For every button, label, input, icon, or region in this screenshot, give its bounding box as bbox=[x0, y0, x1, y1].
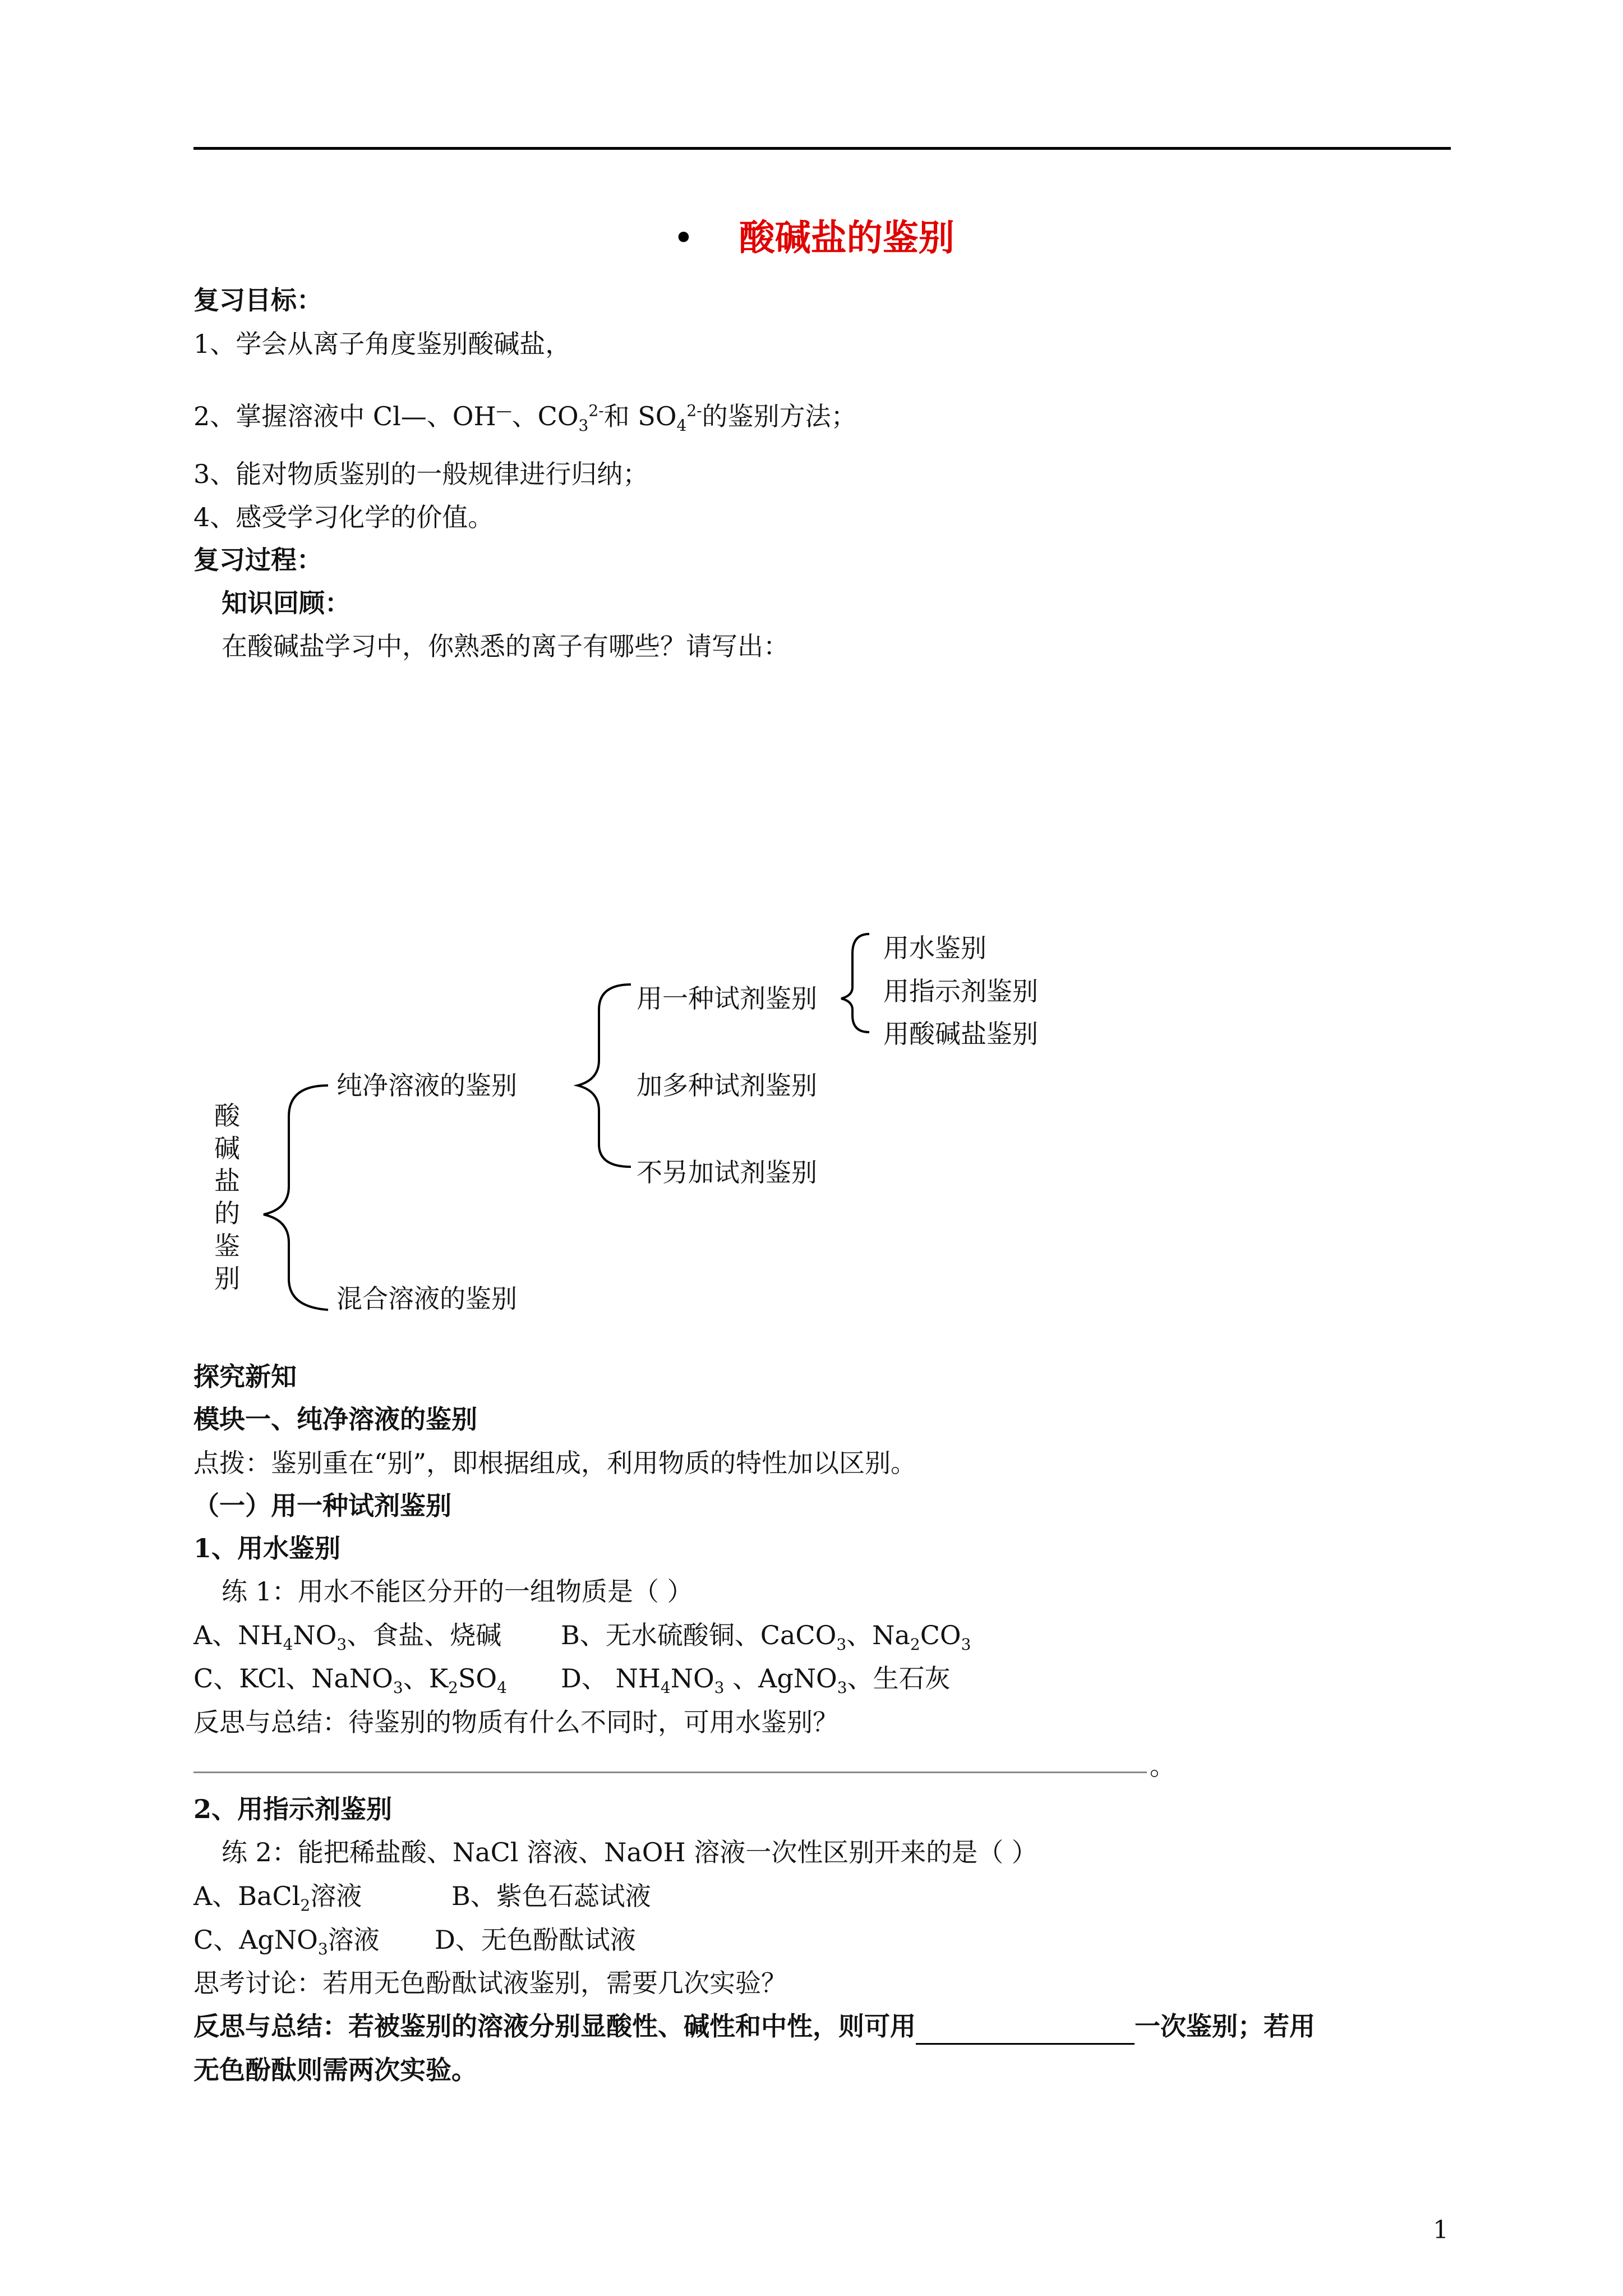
reflect2-line2: 无色酚酞则需两次实验。 bbox=[193, 2055, 477, 2085]
goal-item-2: 2、掌握溶液中 Cl—、OH—、$CO_3^{2-}$和 $SO_4^{2-}$的鉴别方法； bbox=[193, 401, 857, 435]
sub2-heading: 2、用指示剂鉴别 bbox=[193, 1794, 393, 1824]
diagram-water: 用水鉴别 bbox=[883, 933, 986, 963]
reflect2-line1: 反思与总结：若被鉴别的溶液分别显酸性、碱性和中性，则可用 一次鉴别；若用 bbox=[193, 2009, 1315, 2045]
module1-heading: 模块一、纯净溶液的鉴别 bbox=[193, 1404, 477, 1434]
diagram-pure: 纯净溶液的鉴别 bbox=[336, 1070, 517, 1101]
hint-text: 点拨：鉴别重在“别”，即根据组成，利用物质的特性加以区别。 bbox=[193, 1448, 917, 1478]
goal-item-1: 1、学会从离子角度鉴别酸碱盐， bbox=[193, 329, 571, 359]
ex1-option-c: C、KCl、NaNO$_3$、$K_2SO_4$ bbox=[193, 1663, 507, 1697]
goals-heading: 复习目标： bbox=[193, 285, 322, 315]
process-heading: 复习过程： bbox=[193, 545, 322, 575]
ex2-option-b: B、紫色石蕊试液 bbox=[451, 1881, 651, 1911]
one-reagent-brace bbox=[841, 934, 869, 1032]
ex1-option-d: D、 $NH_4NO_3$ 、AgNO$_3$、生石灰 bbox=[561, 1663, 951, 1697]
review-heading: 知识回顾： bbox=[222, 588, 351, 618]
title-text: 酸碱盐的鉴别 bbox=[739, 217, 955, 259]
diagram-no-reagent: 不另加试剂鉴别 bbox=[637, 1157, 817, 1188]
explore-heading: 探究新知 bbox=[193, 1361, 297, 1392]
goal-item-4: 4、感受学习化学的价值。 bbox=[193, 502, 494, 532]
pure-brace bbox=[578, 984, 631, 1167]
reflect1-text: 反思与总结：待鉴别的物质有什么不同时，可用水鉴别？ bbox=[193, 1707, 838, 1737]
reflect1-end: 。 bbox=[1150, 1751, 1175, 1781]
ex1-option-b: B、无水硫酸铜、CaCO$_3$、$Na_2CO_3$ bbox=[561, 1620, 971, 1654]
ex2-option-d: D、无色酚酞试液 bbox=[435, 1925, 636, 1955]
goal-item-3: 3、能对物质鉴别的一般规律进行归纳； bbox=[193, 459, 649, 489]
diagram-multi-reagent: 加多种试剂鉴别 bbox=[637, 1070, 817, 1101]
root-brace bbox=[264, 1085, 328, 1310]
section1-heading: （一）用一种试剂鉴别 bbox=[193, 1490, 451, 1521]
diagram-mixed: 混合溶液的鉴别 bbox=[336, 1283, 517, 1314]
ex2-option-a: A、BaCl$_2$溶液 bbox=[193, 1881, 362, 1915]
sub1-heading: 1、用水鉴别 bbox=[193, 1533, 341, 1563]
page-number: 1 bbox=[1433, 2216, 1449, 2244]
ex2-option-c: C、AgNO$_3$溶液 bbox=[193, 1925, 380, 1959]
exercise1-question: 练 1：用水不能区分开的一组物质是（ ） bbox=[222, 1576, 693, 1607]
diagram-acid-base-salt: 用酸碱盐鉴别 bbox=[883, 1019, 1038, 1049]
exercise2-question: 练 2：能把稀盐酸、NaCl 溶液、NaOH 溶液一次性区别开来的是（ ） bbox=[222, 1837, 1038, 1867]
diagram-one-reagent: 用一种试剂鉴别 bbox=[637, 983, 817, 1014]
diagram-root: 酸碱盐的鉴别 bbox=[214, 1101, 240, 1294]
discuss-text: 思考讨论：若用无色酚酞试液鉴别，需要几次实验？ bbox=[193, 1968, 787, 1998]
ex1-option-a: A、$NH_4NO_3$、食盐、烧碱 bbox=[193, 1620, 502, 1654]
review-question: 在酸碱盐学习中，你熟悉的离子有哪些？请写出： bbox=[222, 631, 789, 661]
reflect2-blank[interactable] bbox=[916, 2009, 1135, 2045]
diagram-indicator: 用指示剂鉴别 bbox=[883, 976, 1038, 1006]
reflect1-answer-line[interactable] bbox=[193, 1772, 1147, 1773]
title-bullet: • bbox=[673, 218, 694, 259]
